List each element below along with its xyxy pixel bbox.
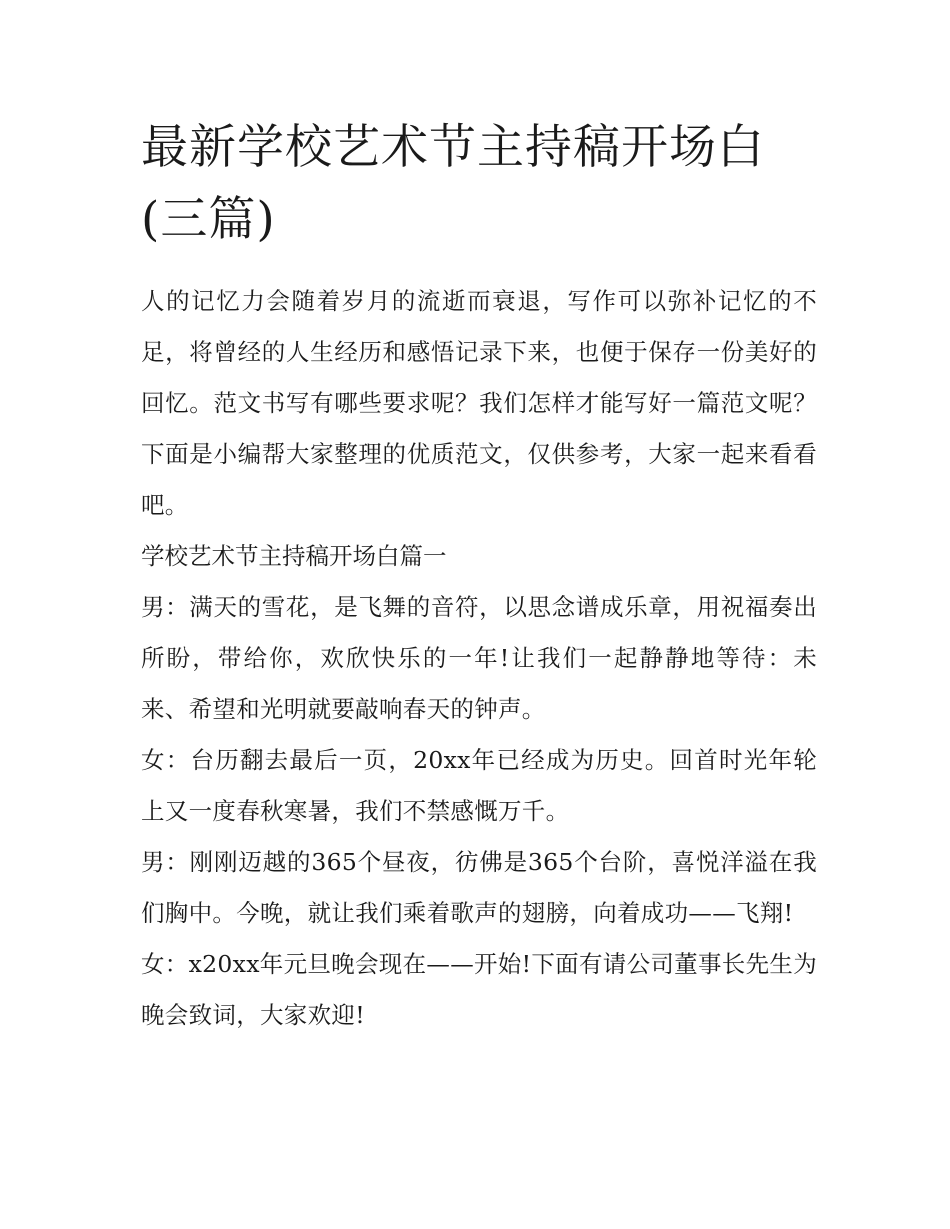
dialogue-paragraph: 男：满天的雪花，是飞舞的音符，以思念谱成乐章，用祝福奏出所盼，带给你，欢欣快乐的一年!让我们一起静静地等待：未来、希望和光明就要敲响春天的钟声。 <box>141 593 817 723</box>
dialogue-paragraph: 女：x20xx年元旦晚会现在——开始!下面有请公司董事长先生为晚会致词，大家欢迎! <box>141 950 817 1029</box>
section-heading: 学校艺术节主持稿开场白篇一 <box>141 542 447 570</box>
document-title: 最新学校艺术节主持稿开场白(三篇) <box>141 120 765 247</box>
dialogue-paragraph: 女：台历翻去最后一页，20xx年已经成为历史。回首时光年轮上又一度春秋寒暑，我们不禁感慨万千。 <box>141 746 817 825</box>
document-body <box>141 276 817 1041</box>
intro-paragraph: 人的记忆力会随着岁月的流逝而衰退，写作可以弥补记忆的不足，将曾经的人生经历和感悟记录下来，也便于保存一份美好的回忆。范文书写有哪些要求呢？我们怎样才能写好一篇范文呢？下面是小编帮大家整理的优质范文，仅供参考，大家一起来看看吧。 <box>141 287 817 519</box>
dialogue-paragraph: 男：刚刚迈越的365个昼夜，彷佛是365个台阶，喜悦洋溢在我们胸中。今晚，就让我们乘着歌声的翅膀，向着成功——飞翔! <box>141 848 817 927</box>
